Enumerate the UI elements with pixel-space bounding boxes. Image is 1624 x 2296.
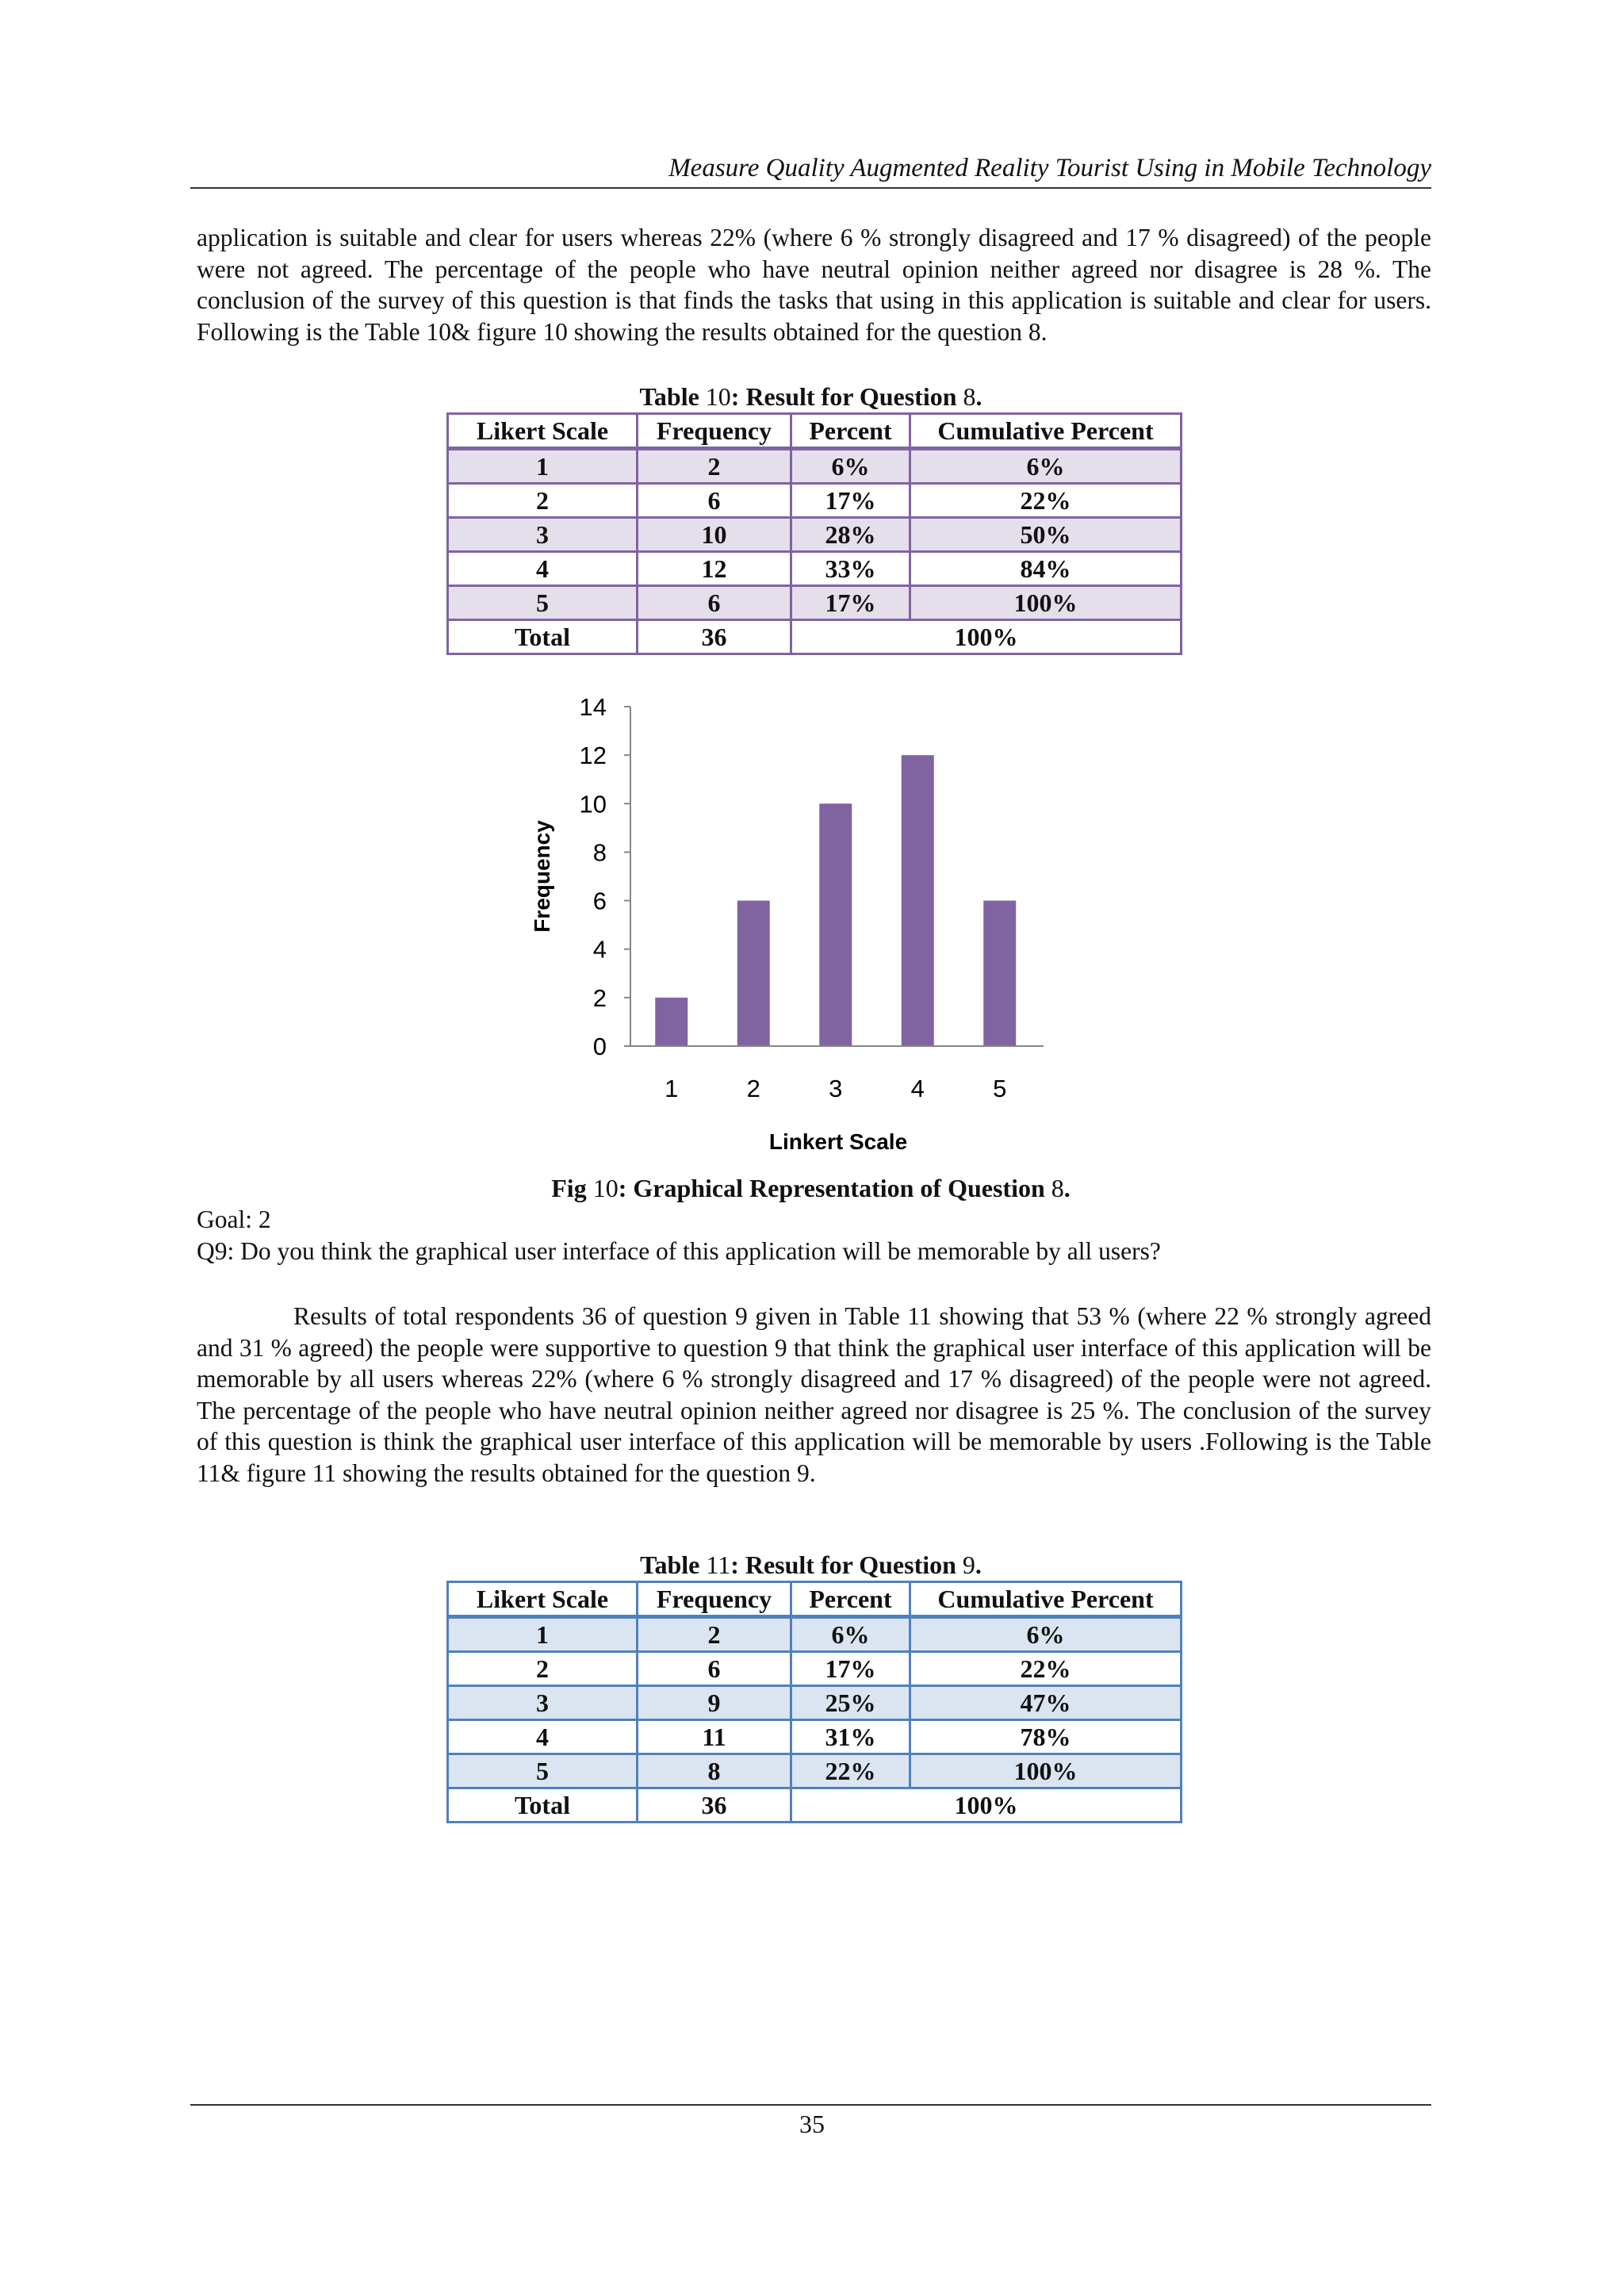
cell: 8 — [638, 1754, 791, 1788]
bar-5 — [983, 901, 1016, 1046]
cell: 9 — [638, 1686, 791, 1720]
header-cell: Cumulative Percent — [910, 414, 1182, 449]
table-row — [448, 1720, 1182, 1754]
y-tick-label: 2 — [592, 983, 607, 1012]
cell: 1 — [448, 1617, 638, 1652]
total-percent: 100% — [791, 620, 1182, 654]
cell: 17% — [791, 1652, 910, 1686]
bar-3 — [819, 803, 852, 1046]
x-tick-label: 3 — [829, 1075, 843, 1102]
table-row — [448, 1617, 1182, 1652]
cell: 2 — [638, 1617, 791, 1652]
header-cell: Frequency — [638, 1582, 791, 1617]
caption-text: : Result for Question — [730, 1550, 963, 1579]
total-label: Total — [448, 1788, 638, 1823]
table-row — [448, 1686, 1182, 1720]
y-tick-label: 12 — [579, 742, 607, 770]
question-9: Q9: Do you think the graphical user interface of this application will be memorable by all users? — [197, 1237, 1161, 1265]
cell: 12 — [638, 552, 791, 586]
caption-prefix: Fig — [551, 1174, 593, 1202]
cell: 22% — [910, 484, 1182, 518]
y-tick-label: 4 — [592, 935, 607, 964]
footer-rule — [190, 2104, 1431, 2106]
cell: 6% — [791, 1617, 910, 1652]
x-tick-label: 2 — [746, 1075, 760, 1102]
bar-1 — [655, 998, 688, 1046]
cell: 6% — [910, 1617, 1182, 1652]
table-row — [448, 1652, 1182, 1686]
cell: 10 — [638, 518, 791, 552]
bar-2 — [737, 901, 770, 1046]
cell: 33% — [791, 552, 910, 586]
caption-question: 8 — [963, 382, 976, 411]
bar-4 — [902, 755, 934, 1046]
paragraph-2: Results of total respondents 36 of question 9 given in Table 11 showing that 53 % (where 22 % strongly agreed and 31 % agreed) the people were supportive to question 9 that think the graphical user interface of this application will be memorable by all users whereas 22% (where 6 % strongly disagreed and 17 % disagreed) of the people were not agreed. The percentage of the people who have neutral opinion neither agreed nor disagree is 25 %. The conclusion of the survey of this question is think the graphical user interface of this application will be memorable by users .Following is the Table 11& figure 11 showing the results obtained for the question 9. — [197, 1302, 1431, 1487]
cell: 6 — [638, 484, 791, 518]
cell: 11 — [638, 1720, 791, 1754]
cell: 1 — [448, 449, 638, 484]
caption-number: 10 — [592, 1174, 619, 1202]
cell: 31% — [791, 1720, 910, 1754]
y-tick-label: 10 — [579, 790, 607, 818]
header-cell: Percent — [791, 414, 910, 449]
caption-number: 10 — [705, 382, 731, 411]
table-total-row — [448, 1788, 1182, 1823]
header-cell: Percent — [791, 1582, 910, 1617]
y-tick-label: 14 — [579, 693, 607, 721]
cell: 6 — [638, 586, 791, 620]
cell: 84% — [910, 552, 1182, 586]
y-tick-label: 0 — [592, 1033, 607, 1060]
cell: 2 — [448, 484, 638, 518]
header-cell: Likert Scale — [448, 414, 638, 449]
cell: 25% — [791, 1686, 910, 1720]
table-11-caption — [190, 1549, 1431, 1581]
caption-number: 11 — [706, 1550, 731, 1579]
cell: 5 — [448, 1754, 638, 1788]
cell: 4 — [448, 552, 638, 586]
cell: 6 — [638, 1652, 791, 1686]
caption-question: 9 — [962, 1550, 975, 1579]
caption-prefix: Table — [640, 1550, 707, 1579]
total-frequency: 36 — [638, 1788, 791, 1823]
caption-question: 8 — [1051, 1174, 1064, 1202]
cell: 4 — [448, 1720, 638, 1754]
y-tick-label: 8 — [592, 838, 607, 867]
caption-prefix: Table — [639, 382, 706, 411]
cell: 3 — [448, 518, 638, 552]
y-tick-label: 6 — [592, 887, 607, 915]
cell: 2 — [638, 449, 791, 484]
cell: 100% — [910, 1754, 1182, 1788]
total-frequency: 36 — [638, 620, 791, 654]
cell: 78% — [910, 1720, 1182, 1754]
cell: 6% — [910, 449, 1182, 484]
table-row — [448, 1754, 1182, 1788]
cell: 17% — [791, 586, 910, 620]
caption-end: . — [975, 382, 982, 411]
cell: 50% — [910, 518, 1182, 552]
paragraph-1: application is suitable and clear for users whereas 22% (where 6 % strongly disagreed and 17 % disagreed) of the people were not agreed. The percentage of the people who have neutral opinion neither agreed nor disagree is 28 %. The conclusion of the survey of this question is that finds the tasks that using in this application is suitable and clear for users. Following is the Table 10& figure 10 showing the results obtained for the question 8. — [197, 224, 1431, 346]
x-axis-label: Linkert Scale — [768, 1129, 908, 1154]
caption-text: : Result for Question — [730, 382, 963, 411]
caption-end: . — [1063, 1174, 1071, 1202]
cell: 28% — [791, 518, 910, 552]
cell: 47% — [910, 1686, 1182, 1720]
total-percent: 100% — [791, 1788, 1182, 1823]
caption-end: . — [975, 1550, 982, 1579]
caption-text: : Graphical Representation of Question — [618, 1174, 1051, 1202]
header-cell: Likert Scale — [448, 1582, 638, 1617]
y-axis-label: Frequency — [530, 820, 554, 933]
header-cell: Cumulative Percent — [910, 1582, 1182, 1617]
cell: 17% — [791, 484, 910, 518]
cell: 22% — [910, 1652, 1182, 1686]
cell: 6% — [791, 449, 910, 484]
figure-10-caption — [190, 1172, 1431, 1204]
total-label: Total — [448, 620, 638, 654]
running-header: Measure Quality Augmented Reality Tourist Using in Mobile Technology — [668, 154, 1431, 182]
x-tick-label: 5 — [993, 1075, 1007, 1102]
goal-line: Goal: 2 — [197, 1205, 271, 1233]
header-cell: Frequency — [638, 414, 791, 449]
cell: 2 — [448, 1652, 638, 1686]
table-header-row — [448, 1582, 1182, 1617]
x-tick-label: 1 — [665, 1075, 679, 1102]
cell: 22% — [791, 1754, 910, 1788]
cell: 100% — [910, 586, 1182, 620]
x-tick-label: 4 — [910, 1075, 925, 1102]
cell: 5 — [448, 586, 638, 620]
page-number: 35 — [799, 2110, 825, 2138]
table-11 — [446, 1581, 1182, 1823]
cell: 3 — [448, 1686, 638, 1720]
